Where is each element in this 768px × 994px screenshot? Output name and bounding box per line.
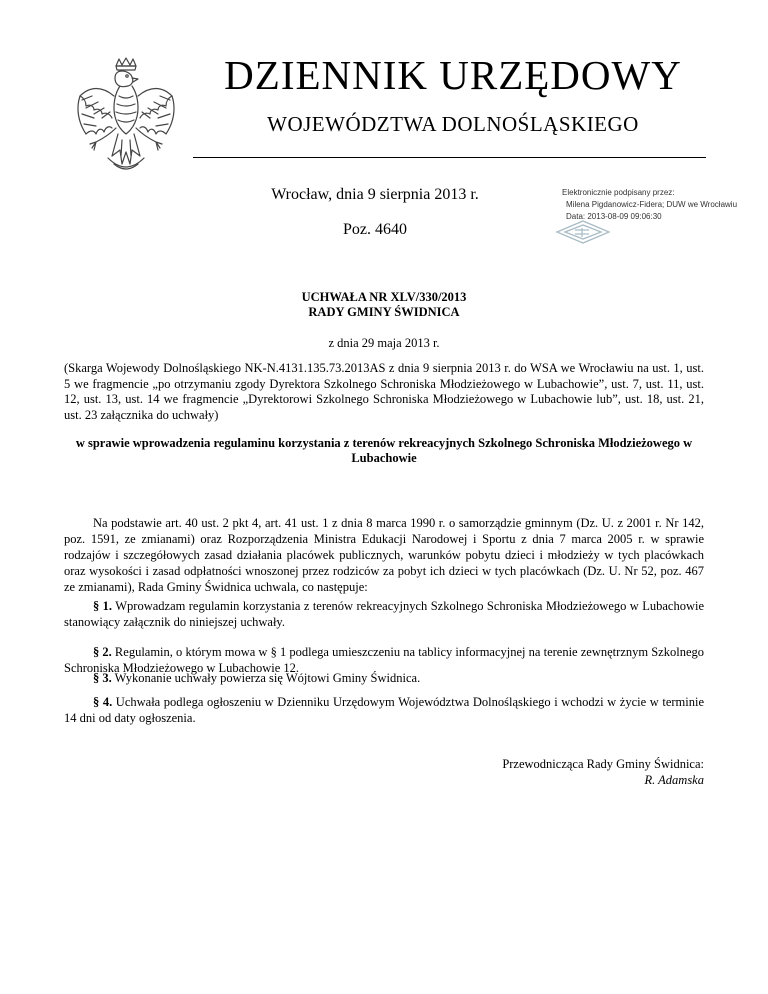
masthead-divider [193, 157, 706, 158]
paragraph-3 [64, 670, 704, 686]
e-signature-header: Elektronicznie podpisany przez: [562, 188, 675, 197]
e-signature-block [562, 187, 762, 223]
journal-title: DZIENNIK URZĘDOWY [224, 52, 682, 98]
preamble: Na podstawie art. 40 ust. 2 pkt 4, art. 41 ust. 1 z dnia 8 marca 1990 r. o samorządzie gminnym (Dz. U. z 2001 r. Nr 142, poz. 1591, ze zmianami) oraz Rozporządzenia Ministra Edukacji Narodowej i Sportu z dnia 7 marca 2005 r. w sprawie rodzajów i szczegółowych zasad działania placówek publicznych, warunków pobytu dzieci i młodzieży w tych placówkach oraz wysokości i zasad odpłatności wnoszonej przez rodziców za pobyt ich dzieci w tych placówkach (Dz. U. Nr 52, poz. 467 ze zmianami), Rada Gminy Świdnica uchwala, co następuje: [64, 516, 704, 594]
white-eagle-emblem [72, 56, 180, 184]
paragraph-number: § 4. [93, 695, 113, 709]
complaint-note: (Skarga Wojewody Dolnośląskiego NK-N.4131.135.73.2013AS z dnia 9 sierpnia 2013 r. do WSA we Wrocławiu na ust. 1, ust. 5 we fragmencie „po otrzymaniu zgody Dyrektora Szkolnego Schroniska Młodzieżowego w Lubachowie”, ust. 7, ust. 11, ust. 12, ust. 13, ust. 14 we fragmencie „Dyrektorowi Szkolnego Schroniska Młodzieżowego w Lubachowie lub”, ust. 18, ust. 21, ust. 23 załącznika do uchwały) [64, 361, 704, 422]
resolution-number: UCHWAŁA NR XLV/330/2013 [301, 290, 467, 304]
signatory-role: Przewodnicząca Rady Gminy Świdnica: [502, 757, 704, 771]
journal-subtitle: WOJEWÓDZTWA DOLNOŚLĄSKIEGO [267, 112, 639, 136]
signatory-name: R. Adamska [644, 773, 704, 787]
resolution-date: z dnia 29 maja 2013 r. [328, 336, 440, 350]
e-signature-signer: Milena Pigdanowicz-Fidera; DUW we Wrocławiu [566, 200, 738, 209]
paragraph-4 [64, 694, 704, 726]
resolution-body: RADY GMINY ŚWIDNICA [308, 305, 460, 319]
resolution-heading [64, 290, 704, 320]
paragraph-text: Regulamin, o którym mowa w § 1 podlega umieszczeniu na tablicy informacyjnej na terenie zewnętrznym Szkolnego Schroniska Młodzieżowego w Lubachowie 12. [64, 645, 705, 675]
signatory-block [502, 756, 704, 788]
paragraph-1 [64, 598, 704, 630]
paragraph-text: Uchwała podlega ogłoszeniu w Dzienniku Urzędowym Województwa Dolnośląskiego i wchodzi w życie w terminie 14 dni od daty ogłoszenia. [64, 695, 704, 725]
signature-stamp-icon [555, 219, 611, 245]
e-signature-date: Data: 2013-08-09 09:06:30 [566, 212, 662, 221]
publication-date: Wrocław, dnia 9 sierpnia 2013 r. [271, 186, 479, 203]
paragraph-number: § 1. [93, 599, 113, 613]
resolution-subject: w sprawie wprowadzenia regulaminu korzystania z terenów rekreacyjnych Szkolnego Schroniska Młodzieżowego w Lubachowie [75, 436, 693, 465]
position-number: Poz. 4640 [343, 221, 407, 238]
paragraph-text: Wprowadzam regulamin korzystania z terenów rekreacyjnych Szkolnego Schroniska Młodzieżowego w Lubachowie stanowiący załącznik do niniejszej uchwały. [64, 599, 704, 629]
paragraph-text: Wykonanie uchwały powierza się Wójtowi Gminy Świdnica. [111, 671, 421, 685]
paragraph-number: § 3. [93, 671, 112, 685]
paragraph-number: § 2. [93, 645, 112, 659]
